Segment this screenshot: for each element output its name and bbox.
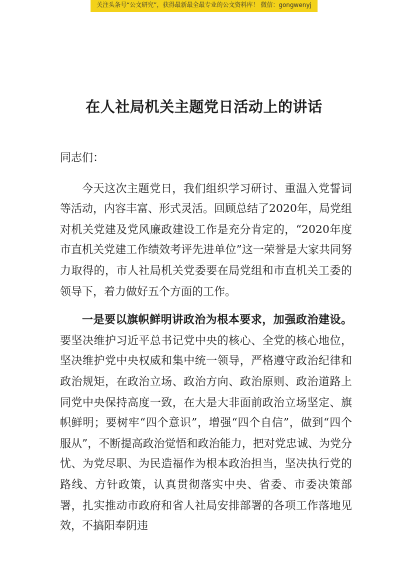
top-banner: 关注头条号“公文研究”，获得最新最全最专业的公文资料库！ 微信：gongwenyj [91, 0, 318, 12]
page-title: 在人社局机关主题党日活动上的讲话 [85, 100, 323, 116]
salutation: 同志们： [60, 151, 104, 164]
paragraph-lead: 一是要以旗帜鲜明讲政治为根本要求，加强政治建设。 [82, 313, 352, 327]
paragraph-political-building [60, 310, 352, 537]
document-body [60, 148, 352, 545]
paragraph-intro: 今天这次主题党日，我们组织学习研讨、重温入党誓词等活动，内容丰富、形式灵活。回顾总结了2020年，局党组对机关党建及党风廉政建设工作是充分肯定的，“2020年度市直机关党建工作绩效考评先进单位”这一荣誉是大家共同努力取得的，市人社局机关党委要在局党组和市直机关工委的领导下，着力做好五个方面的工作。 [60, 181, 352, 298]
paragraph-body: 要坚决维护习近平总书记党中央的核心、全党的核心地位，坚决维护党中央权威和集中统一领导，严格遵守政治纪律和政治规矩，在政治立场、政治方向、政治原则、政治道路上同党中央保持高度一致，在大是大非面前政治立场坚定、旗帜鲜明；要树牢“四个意识”，增强“四个自信”，做到“四个服从”，不断提高政治觉悟和政治能力，把对党忠诚、为党分忧、为党尽职、为民造福作为根本政治担当，坚决执行党的路线、方针政策，认真贯彻落实中央、省委、市委决策部署，扎实推动市政府和省人社局安排部署的各项工作落地见效，不搞阳奉阴违 [60, 333, 352, 533]
